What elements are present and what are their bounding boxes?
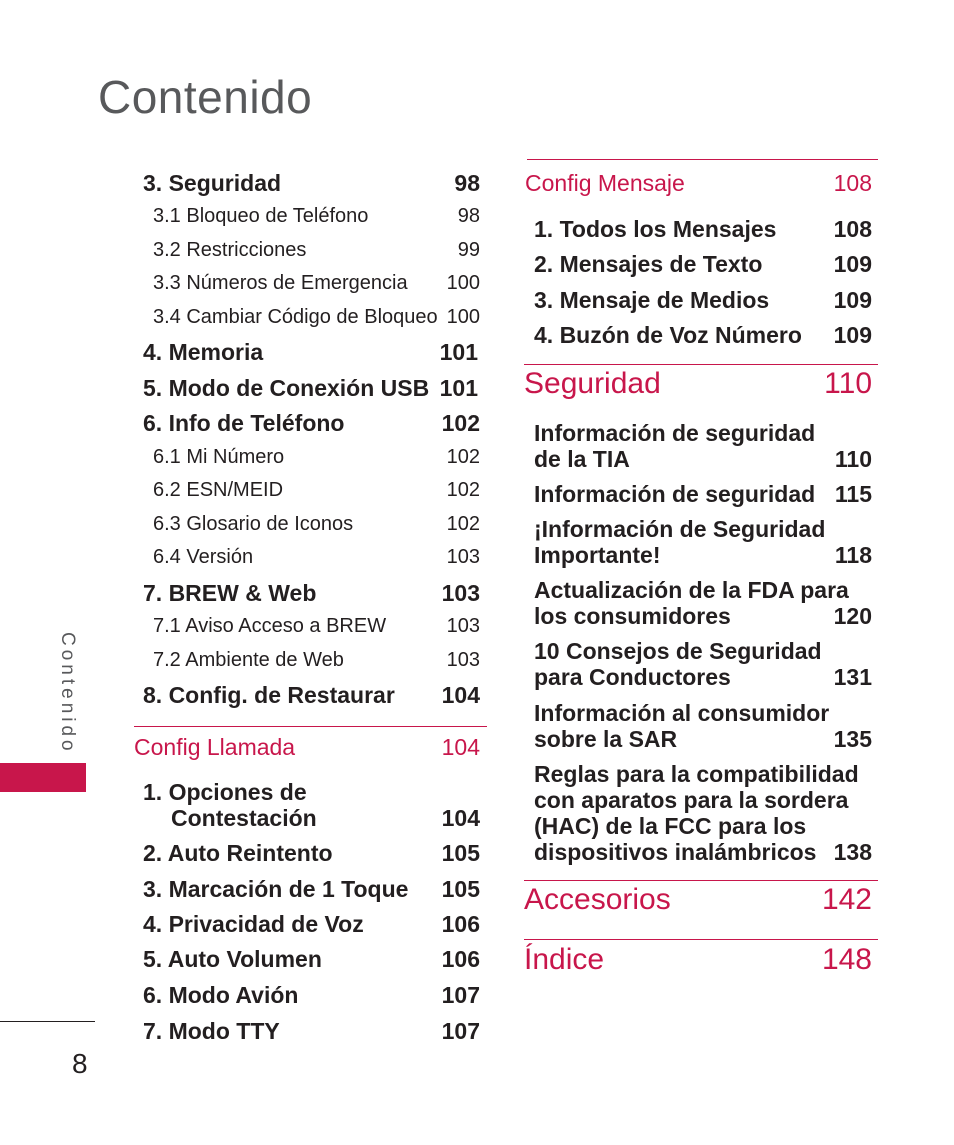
toc-label: 7. Modo TTY <box>143 1018 280 1044</box>
toc-page: 100 <box>446 272 480 294</box>
toc-label-line: sobre la SAR <box>534 726 678 752</box>
toc-label: 5. Auto Volumen <box>143 946 322 972</box>
toc-page: 106 <box>441 911 480 937</box>
toc-page: 110 <box>834 446 872 472</box>
toc-entry-brew[interactable] <box>143 580 480 607</box>
toc-label: 6.2 ESN/MEID <box>153 479 284 501</box>
toc-label: 6. Info de Teléfono <box>143 410 345 436</box>
toc-label: 3.4 Cambiar Código de Bloqueo <box>153 306 438 328</box>
toc-entry[interactable] <box>534 761 872 865</box>
toc-entry[interactable] <box>534 577 872 629</box>
toc-entry[interactable] <box>534 481 872 507</box>
toc-page: 102 <box>446 446 480 468</box>
toc-label: 6. Modo Avión <box>143 982 299 1008</box>
toc-entry[interactable] <box>143 876 480 903</box>
toc-page: 103 <box>446 615 480 637</box>
toc-label-line: dispositivos inalámbricos <box>534 839 817 865</box>
toc-page: 109 <box>833 251 872 277</box>
toc-page: 108 <box>833 216 872 242</box>
toc-page: 106 <box>441 946 480 972</box>
toc-label: 6.4 Versión <box>153 546 254 568</box>
section-title: Accesorios <box>524 883 671 916</box>
toc-subentry[interactable] <box>153 479 480 502</box>
toc-page: 138 <box>833 839 872 865</box>
toc-page: 109 <box>833 322 872 348</box>
toc-label: 7. BREW & Web <box>143 580 317 606</box>
toc-subentry[interactable] <box>153 205 480 228</box>
toc-label-line: 1. Opciones de <box>143 779 307 805</box>
toc-label: 8. Config. de Restaurar <box>143 682 395 708</box>
toc-subentry[interactable] <box>153 513 480 536</box>
toc-page: 105 <box>441 876 480 902</box>
toc-label: 3.1 Bloqueo de Teléfono <box>153 205 369 227</box>
section-divider <box>524 364 878 365</box>
side-section-label: Contenido <box>57 632 78 755</box>
toc-label: 3. Marcación de 1 Toque <box>143 876 409 902</box>
toc-page: 103 <box>441 580 480 606</box>
section-config-mensaje[interactable] <box>525 170 872 197</box>
toc-label: 2. Mensajes de Texto <box>534 251 763 277</box>
section-indice[interactable] <box>524 943 872 977</box>
toc-page: 98 <box>457 205 480 227</box>
toc-label: 3. Seguridad <box>143 170 282 196</box>
page-title: Contenido <box>98 71 313 123</box>
section-divider <box>524 880 878 881</box>
toc-page: 115 <box>834 481 872 507</box>
toc-label: 6.1 Mi Número <box>153 446 285 468</box>
toc-page: 101 <box>439 375 478 401</box>
toc-entry[interactable] <box>143 946 480 973</box>
toc-entry[interactable] <box>534 420 872 472</box>
section-page: 104 <box>441 734 480 760</box>
page-number: 8 <box>72 1048 88 1079</box>
section-title: Config Llamada <box>134 734 296 760</box>
toc-entry-memoria[interactable] <box>143 339 478 366</box>
toc-page: 135 <box>833 726 872 752</box>
toc-entry[interactable] <box>534 251 872 278</box>
toc-label: 4. Memoria <box>143 339 264 365</box>
toc-subentry[interactable] <box>153 272 480 295</box>
toc-page: 109 <box>833 287 872 313</box>
toc-label: 3.2 Restricciones <box>153 239 307 261</box>
toc-label: 4. Privacidad de Voz <box>143 911 364 937</box>
toc-entry[interactable] <box>143 982 480 1009</box>
toc-label-line: Importante! <box>534 542 661 568</box>
toc-label: 6.3 Glosario de Iconos <box>153 513 354 535</box>
toc-label: 1. Todos los Mensajes <box>534 216 777 242</box>
toc-label: 5. Modo de Conexión USB <box>143 375 430 401</box>
footer-divider <box>0 1021 95 1022</box>
toc-subentry[interactable] <box>153 446 480 469</box>
toc-page: 103 <box>446 546 480 568</box>
toc-entry-opciones[interactable] <box>143 779 480 831</box>
toc-subentry[interactable] <box>153 649 480 672</box>
section-title: Config Mensaje <box>525 170 685 196</box>
section-tab-marker <box>0 763 86 792</box>
toc-entry[interactable] <box>143 840 480 867</box>
toc-page: 100 <box>446 306 480 328</box>
toc-label: 3.3 Números de Emergencia <box>153 272 408 294</box>
toc-label: 3. Mensaje de Medios <box>534 287 770 313</box>
toc-page: 107 <box>441 982 480 1008</box>
toc-label-line: Reglas para la compatibilidad <box>534 761 859 787</box>
section-seguridad[interactable] <box>524 367 872 401</box>
toc-subentry[interactable] <box>153 615 480 638</box>
toc-entry-restaurar[interactable] <box>143 682 480 709</box>
toc-entry[interactable] <box>143 1018 480 1045</box>
toc-label-line: de la TIA <box>534 446 630 472</box>
toc-subentry[interactable] <box>153 306 480 329</box>
section-config-llamada[interactable] <box>134 734 480 761</box>
toc-page: 102 <box>446 513 480 535</box>
toc-label-line: Actualización de la FDA para <box>534 577 849 603</box>
section-page: 110 <box>824 367 872 400</box>
toc-page: 107 <box>441 1018 480 1044</box>
toc-label: 2. Auto Reintento <box>143 840 333 866</box>
section-divider <box>134 726 487 727</box>
toc-entry-seguridad[interactable] <box>143 170 480 197</box>
section-title: Seguridad <box>524 367 661 400</box>
toc-label-line: Contestación <box>171 805 317 831</box>
toc-entry-info[interactable] <box>143 410 480 437</box>
toc-entry[interactable] <box>534 516 872 568</box>
toc-entry[interactable] <box>534 322 872 349</box>
section-divider <box>527 159 878 160</box>
toc-entry[interactable] <box>534 700 872 752</box>
toc-label-line: Información al consumidor <box>534 700 830 726</box>
toc-label-line: 10 Consejos de Seguridad <box>534 638 822 664</box>
toc-entry[interactable] <box>534 638 872 690</box>
section-title: Índice <box>524 943 605 976</box>
toc-page: 103 <box>446 649 480 671</box>
toc-page: 104 <box>441 682 480 708</box>
toc-label-line: los consumidores <box>534 603 731 629</box>
toc-label-line: para Conductores <box>534 664 731 690</box>
toc-page: 99 <box>457 239 480 261</box>
toc-page: 104 <box>441 805 480 831</box>
toc-page: 120 <box>833 603 872 629</box>
toc-label-line: (HAC) de la FCC para los <box>534 813 807 839</box>
toc-entry[interactable] <box>534 216 872 243</box>
toc-page: 102 <box>446 479 480 501</box>
section-accesorios[interactable] <box>524 883 872 917</box>
toc-label-line: ¡Información de Seguridad <box>534 516 826 542</box>
toc-page: 101 <box>439 339 478 365</box>
toc-page: 105 <box>441 840 480 866</box>
toc-page: 118 <box>834 542 872 568</box>
section-page: 142 <box>821 883 872 916</box>
toc-subentry[interactable] <box>153 239 480 262</box>
toc-label-line: con aparatos para la sordera <box>534 787 849 813</box>
toc-label-line: Información de seguridad <box>534 420 816 446</box>
toc-label: 7.1 Aviso Acceso a BREW <box>153 615 387 637</box>
toc-label: 7.2 Ambiente de Web <box>153 649 344 671</box>
toc-page: 131 <box>833 664 872 690</box>
toc-page: 98 <box>454 170 480 196</box>
section-divider <box>524 939 878 940</box>
toc-entry[interactable] <box>534 287 872 314</box>
section-page: 148 <box>821 943 872 976</box>
toc-subentry[interactable] <box>153 546 480 569</box>
toc-entry-usb[interactable] <box>143 375 478 402</box>
toc-entry[interactable] <box>143 911 480 938</box>
toc-page: 102 <box>441 410 480 436</box>
toc-label: 4. Buzón de Voz Número <box>534 322 802 348</box>
toc-label-line: Información de seguridad <box>534 481 816 507</box>
section-page: 108 <box>833 170 872 196</box>
